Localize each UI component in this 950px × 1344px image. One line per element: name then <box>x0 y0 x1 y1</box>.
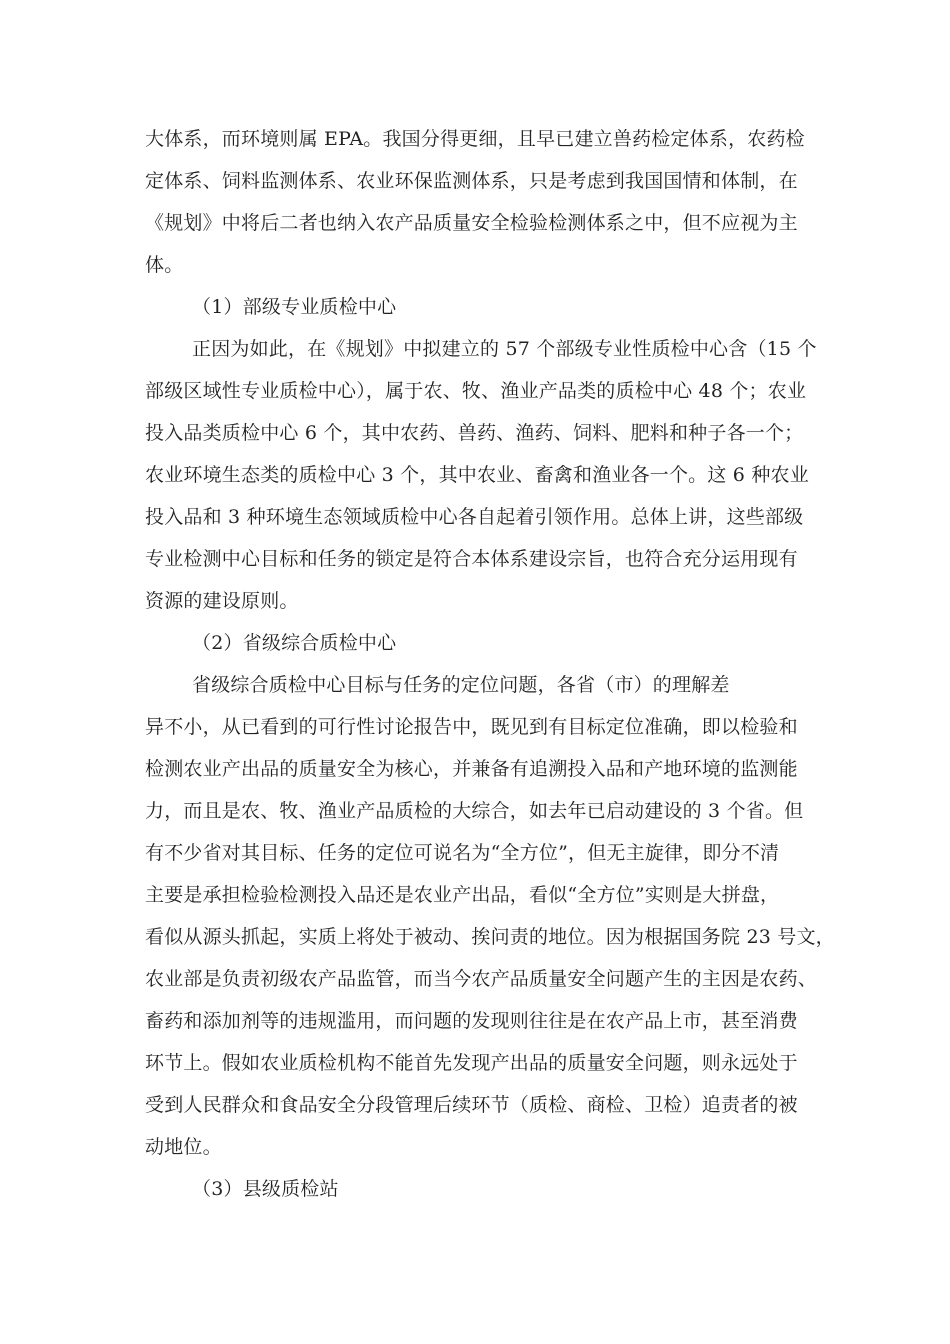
text-line: 部级区域性专业质检中心），属于农、牧、渔业产品类的质检中心 48 个；农业 <box>145 380 807 402</box>
text-line: 主要是承担检验检测投入品还是农业产出品，看似“全方位”实则是大拼盘， <box>145 884 780 906</box>
text-line: 投入品类质检中心 6 个，其中农药、兽药、渔药、饲料、肥料和种子各一个； <box>145 422 804 444</box>
text-line: 投入品和 3 种环境生态领域质检中心各自起着引领作用。总体上讲，这些部级 <box>145 506 804 528</box>
text-line: 正因为如此，在《规划》中拟建立的 57 个部级专业性质检中心含（15 个 <box>192 338 817 360</box>
text-line: 看似从源头抓起，实质上将处于被动、挨问责的地位。因为根据国务院 23 号文， <box>145 926 835 948</box>
section-heading: （2）省级综合质检中心 <box>192 632 397 654</box>
text-line: 资源的建设原则。 <box>145 590 299 612</box>
text-line: 力，而且是农、牧、渔业产品质检的大综合，如去年已启动建设的 3 个省。但 <box>145 800 804 822</box>
text-line: 受到人民群众和食品安全分段管理后续环节（质检、商检、卫检）追责者的被 <box>145 1094 798 1116</box>
text-line: 农业环境生态类的质检中心 3 个，其中农业、畜禽和渔业各一个。这 6 种农业 <box>145 464 809 486</box>
section-heading: （3）县级质检站 <box>192 1178 339 1200</box>
text-line: 专业检测中心目标和任务的锁定是符合本体系建设宗旨，也符合充分运用现有 <box>145 548 798 570</box>
text-line: 农业部是负责初级农产品监管，而当今农产品质量安全问题产生的主因是农药、 <box>145 968 818 990</box>
text-line: 环节上。假如农业质检机构不能首先发现产出品的质量安全问题，则永远处于 <box>145 1052 798 1074</box>
section-heading: （1）部级专业质检中心 <box>192 296 397 318</box>
text-line: 定体系、饲料监测体系、农业环保监测体系，只是考虑到我国国情和体制，在 <box>145 170 798 192</box>
text-line: 检测农业产出品的质量安全为核心，并兼备有追溯投入品和产地环境的监测能 <box>145 758 798 780</box>
text-line: 大体系，而环境则属 EPA。我国分得更细，且早已建立兽药检定体系，农药检 <box>145 128 805 150</box>
text-line: 有不少省对其目标、任务的定位可说名为“全方位”，但无主旋律，即分不清 <box>145 842 780 864</box>
text-line: 《规划》中将后二者也纳入农产品质量安全检验检测体系之中，但不应视为主 <box>145 212 798 234</box>
text-line: 体。 <box>145 254 184 276</box>
text-line: 动地位。 <box>145 1136 222 1158</box>
text-line: 异不小，从已看到的可行性讨论报告中，既见到有目标定位准确，即以检验和 <box>145 716 798 738</box>
text-line: 省级综合质检中心目标与任务的定位问题，各省（市）的理解差 <box>192 674 730 696</box>
text-line: 畜药和添加剂等的违规滥用，而问题的发现则往往是在农产品上市，甚至消费 <box>145 1010 798 1032</box>
